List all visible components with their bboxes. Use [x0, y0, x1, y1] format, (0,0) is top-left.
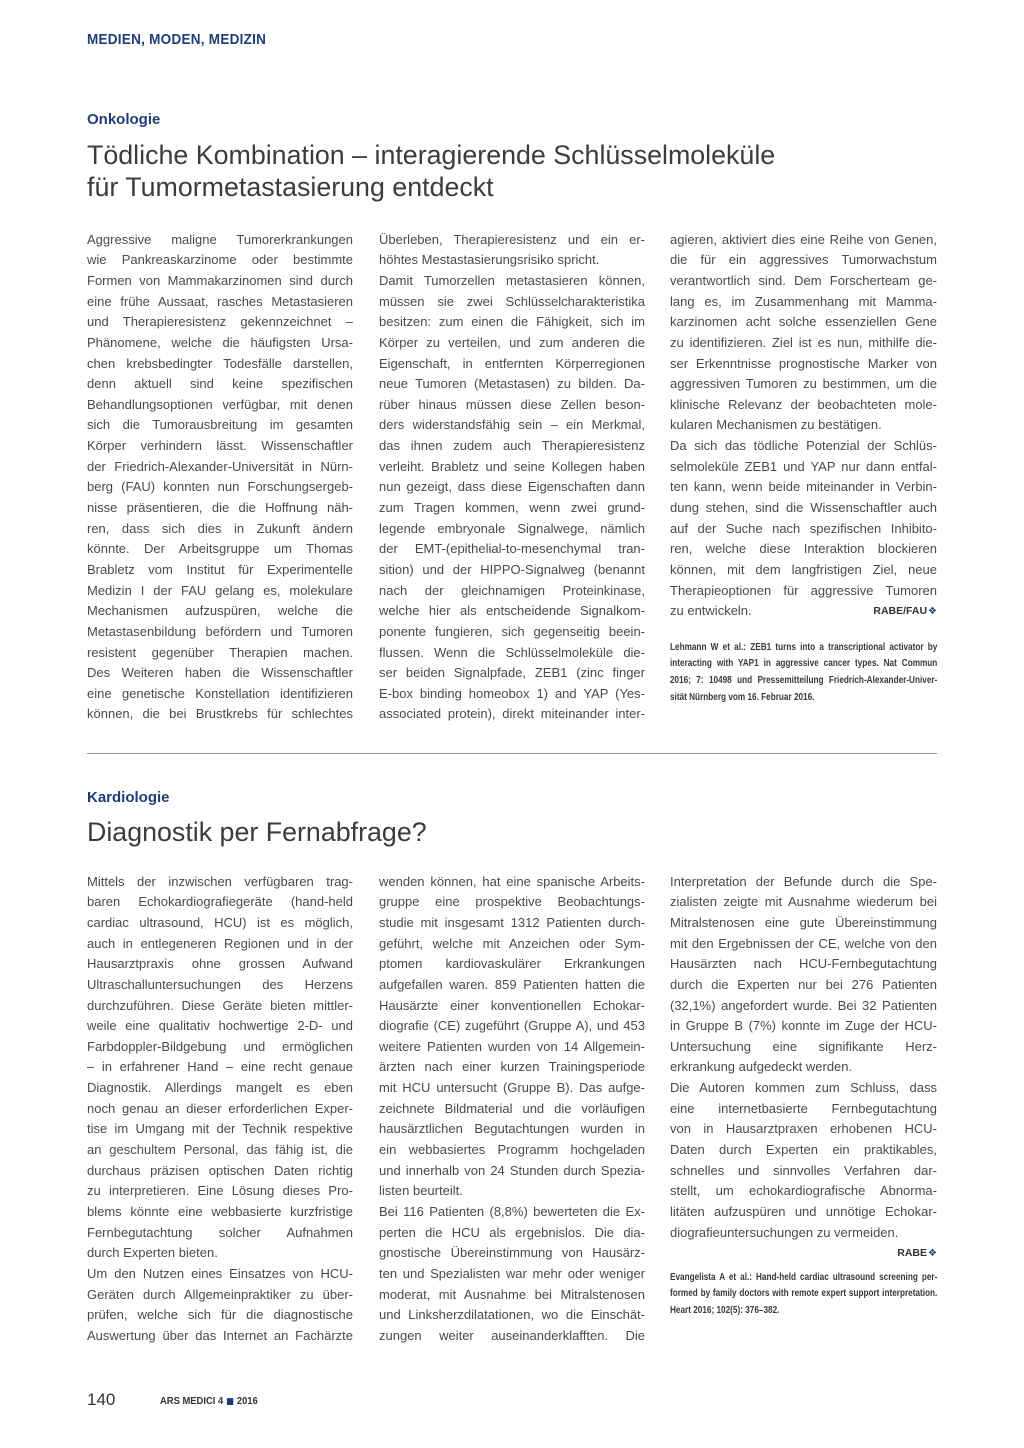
text-column-3 [670, 230, 937, 622]
text-line: rüber hinaus müssen diese Zellen beson- [379, 396, 645, 412]
text-line: perten die HCU als ergebnislos. Die dia- [379, 1224, 645, 1240]
reference-line: interacting with YAP1 in aggressive cancer types. Nat Commun [670, 658, 938, 670]
signature-text: RABE/FAU [873, 605, 928, 618]
title-line: Tödliche Kombination – interagierende Schlüsselmoleküle [87, 140, 776, 170]
text-line: auch in entlegeneren Regionen und in der [87, 935, 353, 951]
text-line: eine genetische Konstellation identifizieren [87, 685, 353, 701]
text-line: aggressiven Tumoren zu bestimmen, um die [670, 376, 937, 392]
text-line: Mittels der inzwischen verfügbaren trag- [87, 873, 353, 889]
text-line: zungen weiter auseinanderklafften. Die [379, 1327, 645, 1343]
section-label: MEDIEN, MODEN, MEDIZIN [87, 31, 267, 48]
text-line: ren, dass sich dies in Zukunft ändern [87, 520, 353, 536]
text-line: geführt, welche mit Anzeichen oder Sym- [379, 935, 645, 951]
text-line: Hausärzte einer konventionellen Echokar- [379, 997, 645, 1013]
text-line: ten kann, wenn beide miteinander in Verbin- [670, 479, 937, 495]
text-line: eine internetbasierte Fernbegutachtung [670, 1100, 937, 1116]
text-line: wie Pankreaskarzinome oder bestimmte [87, 252, 353, 268]
text-line: noch genau an dieser erforderlichen Exper- [87, 1100, 353, 1116]
text-line: Behandlungsoptionen verfügbar, mit denen [87, 396, 353, 412]
text-line: eine frühe Aussaat, rasches Metastasieren [87, 293, 353, 309]
text-line: Fernbegutachtung solcher Aufnahmen [87, 1224, 353, 1240]
text-line: lang es, im Zusammenhang mit Mamma- [670, 293, 937, 309]
text-line: Hausarztpraxis ohne grossen Aufwand [87, 956, 353, 972]
text-line: Phänomene, welche die häufigsten Ursa- [87, 334, 353, 350]
text-line: können, mit dem langfristigen Ziel, neue [670, 561, 937, 577]
text-line: resistent gegenüber Therapien machen. [87, 644, 353, 660]
text-line: berg (FAU) konnten nun Forschungsergeb- [87, 479, 353, 495]
author-signature [670, 1243, 937, 1265]
journal-footer [160, 1395, 258, 1409]
reference [670, 1270, 937, 1320]
text-line: müssen sie zwei Schlüsselcharakteristika [379, 293, 645, 309]
text-line: baren Echokardiografiegeräte (hand-held [87, 894, 353, 910]
reference-line: formed by family doctors with remote expert support interpretation. [670, 1288, 938, 1300]
text-line: und Linksherzdilatationen, wo die Einschät- [379, 1307, 645, 1323]
text-line: Diagnostik. Allerdings mangelt es eben [87, 1080, 353, 1096]
journal-year: 2016 [236, 1396, 258, 1407]
text-line: in Gruppe B (7%) konnte im Zuge der HCU- [670, 1018, 937, 1034]
text-line: Überleben, Therapieresistenz und ein er- [379, 231, 645, 247]
text-line: Die Autoren kommen zum Schluss, dass [670, 1080, 937, 1096]
text-line: Um den Nutzen eines Einsatzes von HCU- [87, 1265, 353, 1281]
text-line: Daten durch Experten ein praktikables, [670, 1142, 937, 1158]
text-column-2 [379, 872, 645, 1347]
text-line: höhtes Mestastasierungsrisiko spricht. [379, 252, 600, 268]
text-line: zum Tragen kommen, wenn zwei grund- [379, 500, 645, 516]
text-line: klinische Relevanz der beobachteten mole- [670, 396, 937, 412]
text-line: können, die bei Brustkrebs für schlechtes [87, 706, 353, 722]
text-line: gruppe eine prospektive Beobachtungs- [379, 894, 645, 910]
text-line: Damit Tumorzellen metastasieren können, [379, 272, 645, 288]
text-line: Hausärzten nach HCU-Fernbegutachtung [670, 956, 937, 972]
text-line: kularen Mechanismen zu bestätigen. [670, 417, 882, 433]
text-line: Ultraschalluntersuchungen des Herzens [87, 976, 353, 992]
text-line: Aggressive maligne Tumorerkrankungen [87, 231, 353, 247]
text-line: karzinomen acht solche essenziellen Gene [670, 314, 937, 330]
separator-square-icon: ■ [226, 1397, 235, 1407]
reference-line: Evangelista A et al.: Hand-held cardiac ultrasound screening per- [670, 1271, 938, 1283]
category-label: Onkologie [87, 111, 161, 128]
text-line: verleiht. Brabletz und seine Kollegen haben [379, 458, 645, 474]
text-line: diografieuntersuchungen zu vermeiden. [670, 1224, 899, 1240]
reference [670, 640, 937, 707]
text-line: ärzten nach einer kurzen Trainingsperiode [379, 1059, 645, 1075]
text-line: Des Weiteren haben die Wissenschaftler [87, 665, 353, 681]
text-line: Geräten durch Allgemeinpraktiker zu über- [87, 1286, 353, 1302]
reference-line: Heart 2016; 102(5): 376–382. [670, 1305, 780, 1317]
text-line: ten und Spezialisten war mehr oder weniger [379, 1265, 645, 1281]
text-line: prüfen, welche sich für die diagnostische [87, 1307, 353, 1323]
text-line: Da sich das tödliche Potenzial der Schlüs- [670, 438, 937, 454]
text-line: diografie (CE) zugeführt (Gruppe A), und 453 [379, 1018, 645, 1034]
section-header [87, 31, 266, 49]
text-line: chen krebsbedingter Todesfälle darstellen, [87, 355, 353, 371]
text-line: der EMT-(epithelial-to-mesenchymal tran- [379, 541, 645, 557]
text-line: Therapieoptionen für aggressive Tumoren [670, 582, 937, 598]
text-line: verantwortlich sind. Dem Forscherteam ge- [670, 272, 937, 288]
text-line: und innerhalb von 24 Stunden durch Spezia- [379, 1162, 645, 1178]
text-line: listen beurteilt. [379, 1183, 463, 1199]
text-line: tise im Umgang mit der Technik respektive [87, 1121, 353, 1137]
text-line: legende embryonale Signalwege, nämlich [379, 520, 645, 536]
text-line: könnte. Der Arbeitsgruppe um Thomas [87, 541, 353, 557]
text-line: – in erfahrener Hand – eine recht genaue [87, 1059, 353, 1075]
reference-line: Lehmann W et al.: ZEB1 turns into a transcriptional activator by [670, 641, 938, 653]
text-line: Metastasenbildung befördern und Tumoren [87, 623, 353, 639]
text-line: sition) und der HIPPO-Signalweg (benannt [379, 561, 645, 577]
text-column-1 [87, 872, 353, 1347]
text-line: Untersuchung eine signifikante Herz- [670, 1038, 937, 1054]
title-line: für Tumormetastasierung entdeckt [87, 172, 494, 202]
text-line: flussen. Wenn die Schlüsselmoleküle die- [379, 644, 645, 660]
author-signature [670, 601, 937, 623]
text-line: selmoleküle ZEB1 und YAP nur dann entfal- [670, 458, 937, 474]
text-line: Bei 116 Patienten (8,8%) bewerteten die Ex- [379, 1203, 645, 1219]
text-column-3 [670, 872, 937, 1244]
text-line: zu entwickeln. [670, 603, 752, 619]
text-line: durch die Experten nur bei 276 Patienten [670, 976, 937, 992]
text-line: zeichnete Bildmaterial und die vorläufigen [379, 1100, 645, 1116]
text-line: dung stehen, sind die Wissenschaftler auch [670, 500, 937, 516]
end-mark-icon: ❖ [928, 1248, 937, 1260]
text-line: durchaus präzisen optischen Daten richtig [87, 1162, 353, 1178]
text-line: weitere Patienten wurden von 14 Allgemein- [379, 1038, 645, 1054]
text-line: Formen von Mammakarzinomen sind durch [87, 272, 353, 288]
text-line: an geschultem Personal, das fähig ist, die [87, 1142, 353, 1158]
text-line: moderat, mit Ausnahme bei Mitralstenosen [379, 1286, 645, 1302]
text-line: associated protein), direkt miteinander inter- [379, 706, 645, 722]
text-line: nisse präsentieren, die die Hoffnung näh- [87, 500, 353, 516]
text-line: nach der gleichnamigen Proteinkinase, [379, 582, 645, 598]
text-line: durchzuführen. Diese Geräte bieten mittler- [87, 997, 353, 1013]
article-title [87, 816, 427, 848]
text-line: Mechanismen aufzuspüren, welche die [87, 603, 353, 619]
text-line: der Friedrich-Alexander-Universität in Nürn- [87, 458, 353, 474]
text-column-1 [87, 230, 353, 725]
text-line: hausärztlichen Begutachtungen wurden in [379, 1121, 645, 1137]
text-line: ser beiden Signalpfade, ZEB1 (zinc finger [379, 665, 645, 681]
text-line: ein webbasiertes Programm hochgeladen [379, 1142, 645, 1158]
category-label: Kardiologie [87, 789, 170, 806]
text-line: aufgefallen waren. 859 Patienten hatten die [379, 976, 645, 992]
text-line: neue Tumoren (Metastasen) zu bilden. Da- [379, 376, 645, 392]
page-number: 140 [87, 1390, 116, 1409]
text-line: litäten aufzuspüren und unnötige Echokar- [670, 1203, 937, 1219]
text-line: mit HCU untersucht (Gruppe B). Das aufge- [379, 1080, 645, 1096]
text-line: ptomen kardiovaskulärer Erkrankungen [379, 956, 645, 972]
text-line: zu interpretieren. Eine Lösung dieses Pro- [87, 1183, 353, 1199]
text-line: denn aktuell sind keine spezifischen [87, 376, 353, 392]
text-line: Körper zu verteilen, und zum anderen die [379, 334, 645, 350]
text-line: (32,1%) angefordert wurde. Bei 32 Patienten [670, 997, 937, 1013]
text-line: und Therapieresistenz gekennzeichnet – [87, 314, 353, 330]
text-line: erkrankung aufgedeckt werden. [670, 1059, 853, 1075]
text-line: ren, welche diese Interaktion blockieren [670, 541, 937, 557]
text-line: die für ein aggressives Tumorwachstum [670, 252, 937, 268]
text-line: ser Erkenntnisse prognostische Marker von [670, 355, 937, 371]
text-line: weile eine qualitativ hochwertige 2-D- und [87, 1018, 353, 1034]
text-line: schnelles und sinnvolles Verfahren dar- [670, 1162, 937, 1178]
article-title [87, 139, 775, 203]
text-column-2 [379, 230, 645, 725]
text-line: welche hier als entscheidende Signalkom- [379, 603, 645, 619]
text-line: agieren, aktiviert dies eine Reihe von Genen, [670, 231, 937, 247]
text-line: Brabletz vom Institut für Experimentelle [87, 561, 353, 577]
reference-line: sität Nürnberg vom 16. Februar 2016. [670, 691, 815, 703]
text-line: ders widerstandsfähig sein – ein Merkmal, [379, 417, 645, 433]
text-line: besitzen: zum einen die Fähigkeit, sich im [379, 314, 645, 330]
text-line: gnostische Übereinstimmung von Hausärz- [379, 1245, 645, 1261]
text-line: Mitralstenosen eine gute Übereinstimmung [670, 914, 937, 930]
text-line: ponente fungieren, sich gegenseitig beein- [379, 623, 645, 639]
signature-text: RABE [897, 1247, 928, 1260]
journal-name: ARS MEDICI 4 [160, 1396, 224, 1407]
text-line: zu identifizieren. Ziel ist es nun, mithilfe die- [670, 334, 937, 350]
text-line: Interpretation der Befunde durch die Spe- [670, 873, 937, 889]
text-line: wenden können, hat eine spanische Arbeits- [379, 873, 645, 889]
section-divider [87, 753, 937, 754]
text-line: durch Experten bieten. [87, 1245, 218, 1261]
text-line: Farbdoppler-Bildgebung und ermöglichen [87, 1038, 353, 1054]
text-line: von in Hausarztpraxen erhobenen HCU- [670, 1121, 937, 1137]
text-line: Auswertung über das Internet an Fachärzte [87, 1327, 353, 1343]
text-line: blems könnte eine webbasierte kurzfristige [87, 1203, 353, 1219]
text-line: mit den Ergebnissen der CE, welche von den [670, 935, 937, 951]
text-line: Eigenschaft, in entfernten Körperregionen [379, 355, 645, 371]
text-line: cardiac ultrasound, HCU) ist es möglich, [87, 914, 353, 930]
text-line: zialisten zeigte mit Ausnahme wiederum bei [670, 894, 937, 910]
text-line: nun gezeigt, dass diese Eigenschaften dann [379, 479, 645, 495]
text-line: Medizin I der FAU gelang es, molekulare [87, 582, 353, 598]
text-line: stellt, um echokardiografische Abnorma- [670, 1183, 937, 1199]
text-line: Körper verhindern lässt. Wissenschaftler [87, 438, 353, 454]
reference-line: 2016; 7: 10498 und Pressemitteilung Friedrich-Alexander-Univer- [670, 675, 938, 687]
text-line: E-box binding homeobox 1) and YAP (Yes- [379, 685, 645, 701]
text-line: das ihnen zudem auch Therapieresistenz [379, 438, 645, 454]
text-line: studie mit insgesamt 1312 Patienten durch- [379, 914, 645, 930]
title-line: Diagnostik per Fernabfrage? [87, 817, 427, 847]
text-line: sich die Tumorausbreitung im gesamten [87, 417, 353, 433]
end-mark-icon: ❖ [928, 606, 937, 618]
text-line: auf der Suche nach spezifischen Inhibito- [670, 520, 937, 536]
